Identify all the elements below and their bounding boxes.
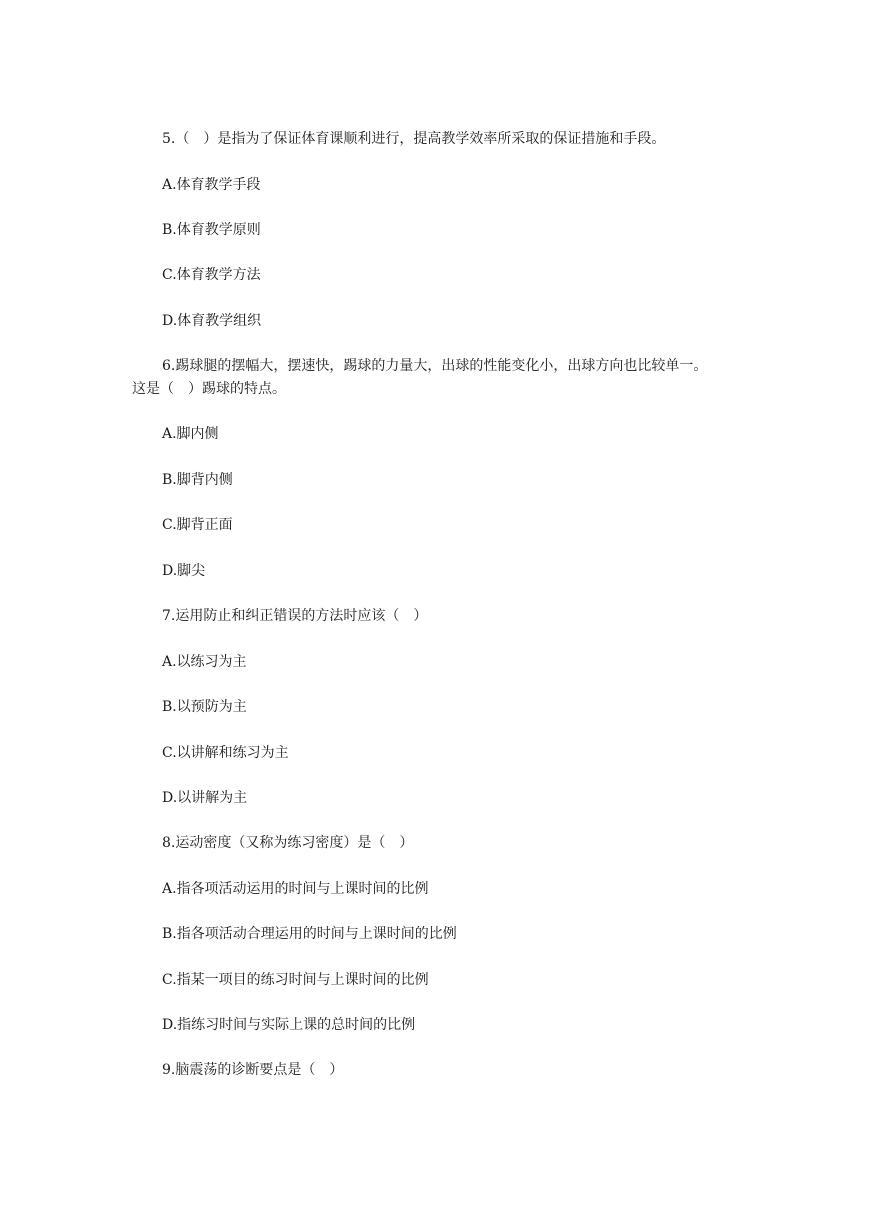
question-6-option-b: B.脚背内侧 (162, 472, 233, 488)
question-6-option-c: C.脚背正面 (162, 517, 233, 533)
question-7-option-b: B.以预防为主 (162, 699, 247, 715)
question-8-stem: 8.运动密度（又称为练习密度）是（ ） (162, 835, 414, 851)
question-6-option-a: A.脚内侧 (162, 426, 219, 442)
question-6-stem-line-1: 6.踢球腿的摆幅大，摆速快，踢球的力量大，出球的性能变化小，出球方向也比较单一。 (162, 358, 708, 374)
question-5-option-d: D.体育教学组织 (162, 313, 262, 329)
question-7-option-d: D.以讲解为主 (162, 790, 248, 806)
question-8-option-c: C.指某一项目的练习时间与上课时间的比例 (162, 972, 429, 988)
question-6-option-d: D.脚尖 (162, 563, 206, 579)
question-5-option-a: A.体育教学手段 (162, 177, 261, 193)
question-6-stem-line-2: 这是（ ）踢球的特点。 (132, 381, 286, 397)
question-5-stem: 5.（ ）是指为了保证体育课顺利进行，提高教学效率所采取的保证措施和手段。 (162, 131, 666, 147)
question-9-stem: 9.脑震荡的诊断要点是（ ） (162, 1062, 344, 1078)
question-8-option-a: A.指各项活动运用的时间与上课时间的比例 (162, 881, 429, 897)
question-8-option-b: B.指各项活动合理运用的时间与上课时间的比例 (162, 926, 457, 942)
question-8-option-d: D.指练习时间与实际上课的总时间的比例 (162, 1017, 416, 1033)
question-5-option-b: B.体育教学原则 (162, 222, 261, 238)
question-7-option-a: A.以练习为主 (162, 654, 247, 670)
question-7-stem: 7.运用防止和纠正错误的方法时应该（ ） (162, 608, 428, 624)
question-5-option-c: C.体育教学方法 (162, 267, 261, 283)
question-7-option-c: C.以讲解和练习为主 (162, 745, 289, 761)
